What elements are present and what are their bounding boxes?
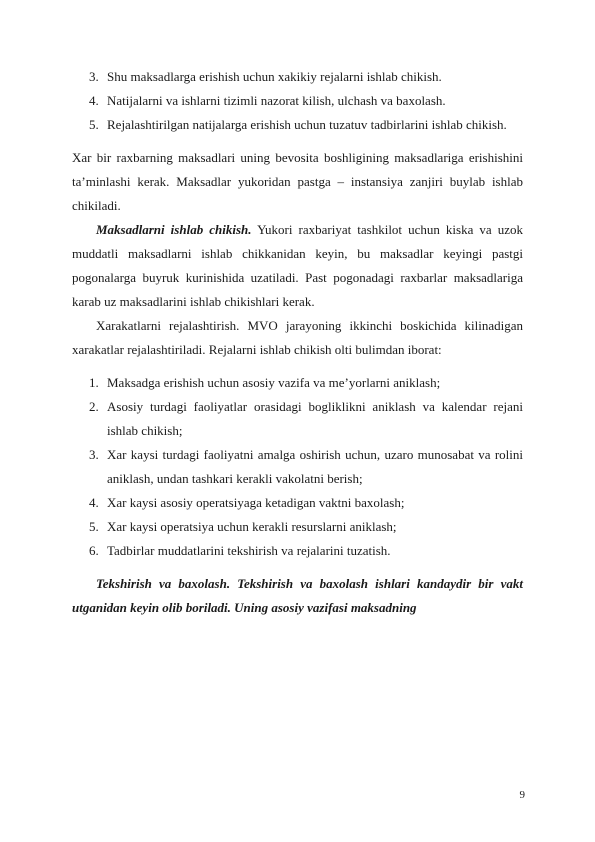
list-item	[72, 539, 523, 563]
list-item	[72, 443, 523, 491]
numbered-list-top	[72, 65, 523, 137]
list-text: Xar kaysi turdagi faoliyatni amalga oshirish uchun, uzaro munosabat va rolini aniklash, undan tashkari kerakli vakolatni berish;	[107, 447, 523, 486]
list-number: 4.	[89, 93, 99, 108]
list-number: 3.	[89, 447, 99, 462]
paragraph-goal-development	[72, 218, 523, 314]
list-item	[72, 491, 523, 515]
list-number: 2.	[89, 399, 99, 414]
list-number: 3.	[89, 69, 99, 84]
document-page	[72, 65, 523, 620]
list-number: 5.	[89, 519, 99, 534]
paragraph-lead: Maksadlarni ishlab chikish.	[96, 222, 252, 237]
numbered-list-bottom	[72, 371, 523, 563]
list-item	[72, 515, 523, 539]
list-text: Shu maksadlarga erishish uchun xakikiy rejalarni ishlab chikish.	[107, 69, 442, 84]
list-item	[72, 395, 523, 443]
list-number: 5.	[89, 117, 99, 132]
list-number: 4.	[89, 495, 99, 510]
list-item	[72, 65, 523, 89]
list-text: Maksadga erishish uchun asosiy vazifa va me’yorlarni aniklash;	[107, 375, 441, 390]
list-text: Natijalarni va ishlarni tizimli nazorat kilish, ulchash va baxolash.	[107, 93, 446, 108]
list-number: 1.	[89, 375, 99, 390]
list-item	[72, 113, 523, 137]
list-text: Asosiy turdagi faoliyatlar orasidagi bogliklikni aniklash va kalendar rejani ishlab chikish;	[107, 399, 523, 438]
paragraph-control-evaluation: Tekshirish va baxolash. Tekshirish va baxolash ishlari kandaydir bir vakt utganidan keyin olib boriladi. Uning asosiy vazifasi maksadning	[72, 576, 523, 615]
paragraph-action-planning: Xarakatlarni rejalashtirish. MVO jarayoning ikkinchi boskichida kilinadigan xarakatlar rejalashtiriladi. Rejalarni ishlab chikish olti bulimdan iborat:	[72, 318, 523, 357]
list-text: Xar kaysi operatsiya uchun kerakli resurslarni aniklash;	[107, 519, 397, 534]
paragraph-body: Yukori raxbariyat tashkilot uchun kiska va uzok muddatli maksadlarni ishlab chikkanidan keyin, bu maksadlar keyingi pastgi pogonalarga buyruk kurinishida uzatiladi. Past pogonadagi raxbarlar maksadlariga karab uz maksadlarini ishlab chikishlari kerak.	[72, 222, 524, 309]
list-item	[72, 89, 523, 113]
list-text: Xar kaysi asosiy operatsiyaga ketadigan vaktni baxolash;	[107, 495, 405, 510]
list-item	[72, 371, 523, 395]
page-number: 9	[519, 789, 525, 801]
list-number: 6.	[89, 543, 99, 558]
paragraph-goals-chain: Xar bir raxbarning maksadlari uning bevosita boshligining maksadlariga erishishini ta’minlashi kerak. Maksadlar yukoridan pastga – instansiya zanjiri buylab ishlab chikiladi.	[72, 150, 523, 213]
list-text: Tadbirlar muddatlarini tekshirish va rejalarini tuzatish.	[107, 543, 391, 558]
list-text: Rejalashtirilgan natijalarga erishish uchun tuzatuv tadbirlarini ishlab chikish.	[107, 117, 507, 132]
